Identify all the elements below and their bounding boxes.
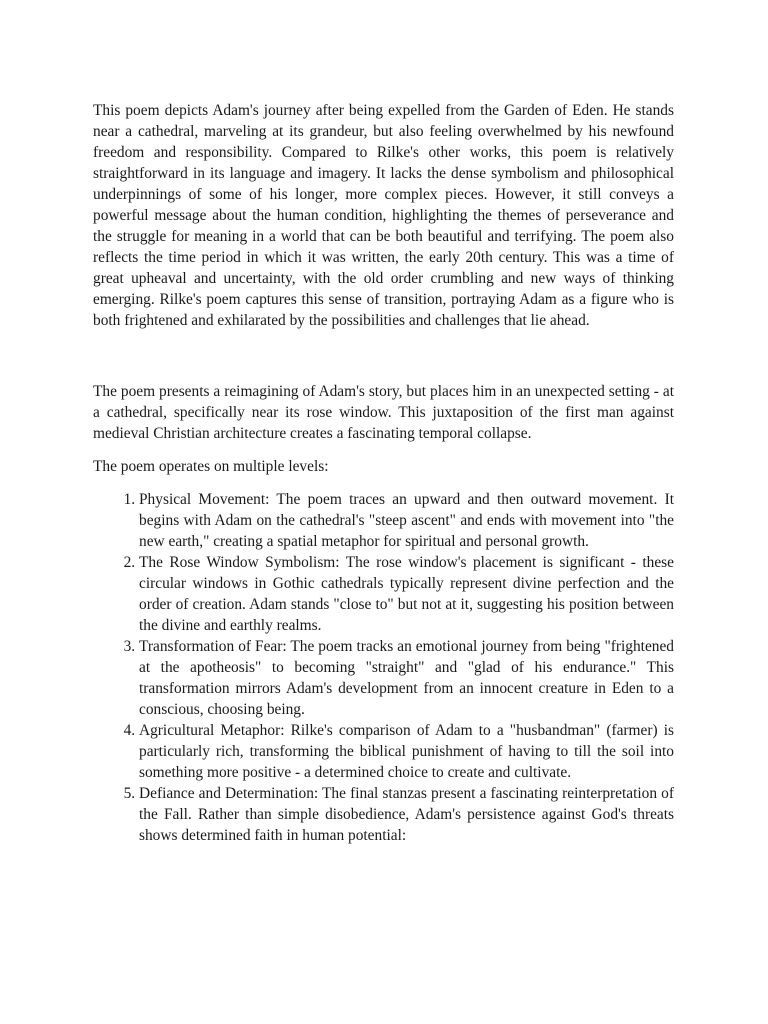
document-page bbox=[93, 100, 674, 846]
list-item: 4. Agricultural Metaphor: Rilke's comparison of Adam to a "husbandman" (farmer) is particularly rich, transforming the biblical punishment of having to till the soil into something more positive - a determined choice to create and cultivate. bbox=[139, 720, 674, 783]
levels-list bbox=[93, 489, 674, 846]
levels-intro-paragraph: The poem operates on multiple levels: bbox=[93, 458, 329, 475]
list-item: 2. The Rose Window Symbolism: The rose window's placement is significant - these circular windows in Gothic cathedrals typically represent divine perfection and the order of creation. Adam stands "close to" but not at it, suggesting his position between the divine and earthly realms. bbox=[139, 552, 674, 636]
list-item: 3. Transformation of Fear: The poem tracks an emotional journey from being "frightened at the apotheosis" to becoming "straight" and "glad of his endurance." This transformation mirrors Adam's development from an innocent creature in Eden to a conscious, choosing being. bbox=[139, 636, 674, 720]
intro-paragraph: This poem depicts Adam's journey after being expelled from the Garden of Eden. He stands near a cathedral, marveling at its grandeur, but also feeling overwhelmed by his newfound freedom and responsibility. Compared to Rilke's other works, this poem is relatively straightforward in its language and imagery. It lacks the dense symbolism and philosophical underpinnings of some of his longer, more complex pieces. However, it still conveys a powerful message about the human condition, highlighting the themes of perseverance and the struggle for meaning in a world that can be both beautiful and terrifying. The poem also reflects the time period in which it was written, the early 20th century. This was a time of great upheaval and uncertainty, with the old order crumbling and new ways of thinking emerging. Rilke's poem captures this sense of transition, portraying Adam as a figure who is both frightened and exhilarated by the possibilities and challenges that lie ahead. bbox=[93, 102, 674, 329]
list-item: 5. Defiance and Determination: The final stanzas present a fascinating reinterpretation of the Fall. Rather than simple disobedience, Adam's persistence against God's threats shows determined faith in human potential: bbox=[139, 783, 674, 846]
reimagining-paragraph: The poem presents a reimagining of Adam's story, but places him in an unexpected setting - at a cathedral, specifically near its rose window. This juxtaposition of the first man against medieval Christian architecture creates a fascinating temporal collapse. bbox=[93, 383, 674, 442]
list-item: 1. Physical Movement: The poem traces an upward and then outward movement. It begins with Adam on the cathedral's "steep ascent" and ends with movement into "the new earth," creating a spatial metaphor for spiritual and personal growth. bbox=[139, 489, 674, 552]
